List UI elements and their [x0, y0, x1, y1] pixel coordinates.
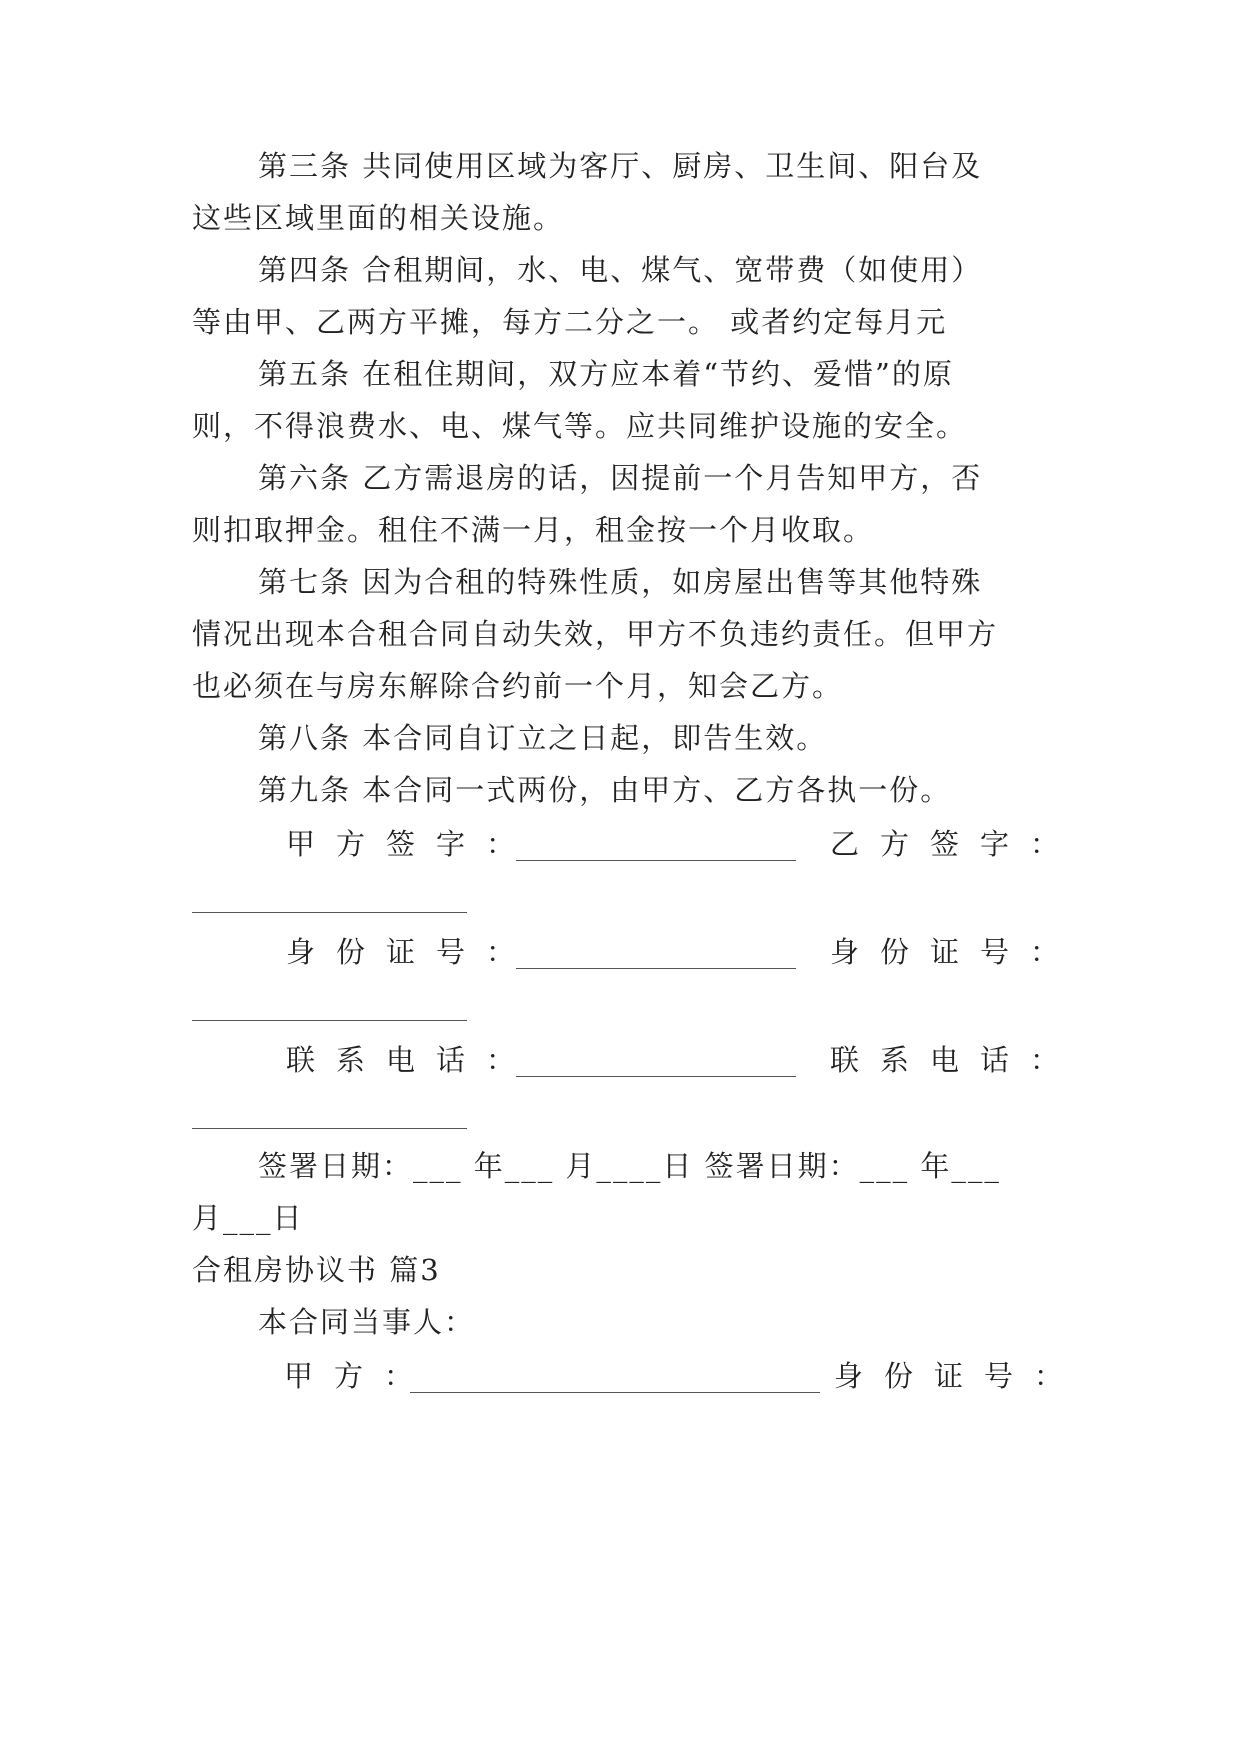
article-8-line-1: 第八条 本合同自订立之日起，即告生效。	[258, 721, 828, 755]
article-5-line-2: 则，不得浪费水、电、煤气等。应共同维护设施的安全。	[192, 409, 968, 443]
article-6-line-1: 第六条 乙方需退房的话，因提前一个月告知甲方，否	[258, 461, 983, 495]
article-3-line-2: 这些区域里面的相关设施。	[192, 201, 565, 235]
article-7-line-2: 情况出现本合租合同自动失效，甲方不负违约责任。但甲方	[192, 617, 999, 651]
party-a-id-blank[interactable]	[516, 968, 796, 969]
party-a-id-label: 身份证号：	[286, 935, 537, 969]
party-a-name-blank[interactable]	[410, 1392, 820, 1393]
party-b-sign-label: 乙方签字：	[830, 827, 1081, 861]
article-7-line-3: 也必须在与房东解除合约前一个月，知会乙方。	[192, 669, 844, 703]
party-a-sign-label: 甲方签字：	[286, 827, 537, 861]
party-b-id-blank[interactable]	[192, 1020, 467, 1021]
article-9-line-1: 第九条 本合同一式两份，由甲方、乙方各执一份。	[258, 773, 952, 807]
article-6-line-2: 则扣取押金。租住不满一月，租金按一个月收取。	[192, 513, 875, 547]
article-7-line-1: 第七条 因为合租的特殊性质，如房屋出售等其他特殊	[258, 565, 983, 599]
article-4-line-1: 第四条 合租期间，水、电、煤气、宽带费（如使用）	[258, 253, 983, 287]
party-a-phone-label: 联系电话：	[286, 1043, 537, 1077]
party-b-phone-blank[interactable]	[192, 1128, 467, 1129]
sign-date-line-1: 签署日期：___ 年___ 月____日 签署日期：___ 年___	[258, 1149, 1001, 1183]
party-b-sign-blank[interactable]	[192, 912, 467, 913]
party-b-id-label: 身份证号：	[830, 935, 1081, 969]
party-a-label: 甲方：	[284, 1359, 435, 1393]
article-4-line-2: 等由甲、乙两方平摊，每方二分之一。 或者约定每月元	[192, 305, 948, 339]
party-a-sign-blank[interactable]	[516, 860, 796, 861]
party-b-phone-label: 联系电话：	[830, 1043, 1081, 1077]
parties-intro: 本合同当事人：	[258, 1305, 476, 1339]
article-5-line-1: 第五条 在租住期间，双方应本着“节约、爱惜”的原	[258, 357, 954, 391]
party-a-phone-blank[interactable]	[516, 1076, 796, 1077]
article-3-line-1: 第三条 共同使用区域为客厅、厨房、卫生间、阳台及	[258, 149, 983, 183]
party-a-id-number-label: 身份证号：	[834, 1359, 1085, 1393]
section-heading: 合租房协议书 篇3	[192, 1253, 441, 1287]
sign-date-line-2: 月___日	[192, 1201, 304, 1235]
